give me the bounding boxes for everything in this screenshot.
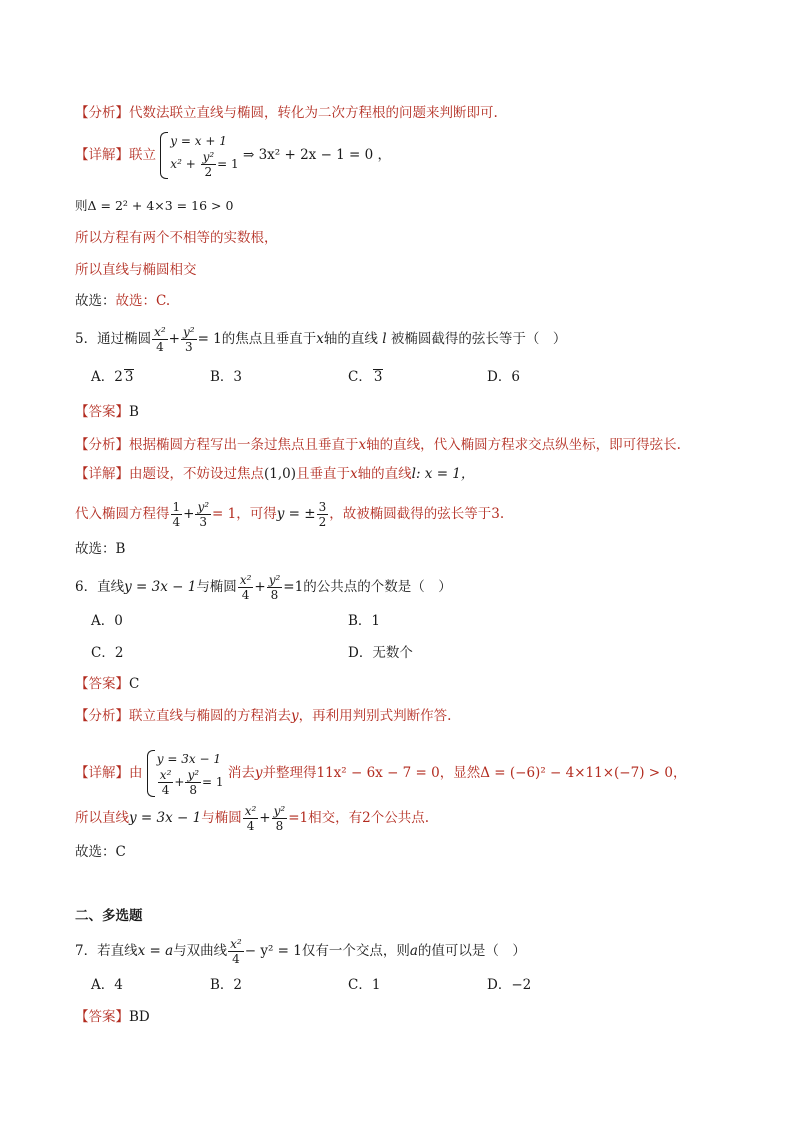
detail-lead: 联立	[129, 147, 156, 163]
analysis-line-q4	[75, 103, 498, 123]
implies-equation: ⇒ 3x² + 2x − 1 = 0 ，	[242, 147, 392, 163]
q6-conclusion: 所以直线y = 3x − 1与椭圆 $\frac{\text{x²}}{4}$ + $\frac{\text{y²}}{8}$ =1相交，有2个公共点.	[75, 804, 429, 833]
q5-stem: 5．通过椭圆 $\frac{\text{x²}}{4}$ + $\frac{\text{y²}}{3}$ = 1的焦点且垂直于x轴的直线 l 被椭圆截得的弦长等于（ ）	[75, 325, 567, 354]
q5-detail: 【详解】由题设，不妨设过焦点(1,0)且垂直于x轴的直线l: x = 1，	[75, 466, 475, 482]
q6-detail: 【详解】由 y = 3x − 1 $\frac{\text{x²}}{4}$ + $\frac{\text{y²}}{8}$ = 1 消去y并整理得11x² − 6x − 7 = 0，显然Δ = (−6)² − 4×11×(−7) > 0，	[75, 752, 687, 797]
q6-option-d: D．无数个	[348, 645, 413, 661]
q6-stem: 6．直线y = 3x − 1与椭圆 $\frac{\text{x²}}{4}$ + $\frac{\text{y²}}{8}$ =1的公共点的个数是（ ）	[75, 573, 452, 602]
q7-option-b: B．2	[210, 977, 243, 993]
delta-line: 则Δ = 2² + 4×3 = 16 > 0	[75, 198, 234, 213]
conclusion-1: 所以方程有两个不相等的实数根，	[75, 230, 278, 246]
q5-option-c: C． 3	[348, 369, 383, 385]
analysis-text: 代数法联立直线与椭圆，转化为二次方程根的问题来判断即可.	[129, 105, 498, 121]
q5-answer: 【答案】B	[75, 404, 139, 420]
equation-system-q6: y = 3x − 1 $\frac{\text{x²}}{4}$ + $\frac{\text{y²}}{8}$ = 1	[147, 750, 224, 797]
q6-analysis: 【分析】联立直线与椭圆的方程消去y，再利用判别式判断作答.	[75, 708, 452, 724]
q7-stem: 7．若直线x = a与双曲线 $\frac{\text{x²}}{4}$ − y² = 1仅有一个交点，则a的值可以是（ ）	[75, 937, 526, 966]
system-row-2: x² + $\frac{\text{y²}}{2}$ = 1	[170, 150, 239, 179]
q7-answer: 【答案】BD	[75, 1009, 150, 1025]
q5-option-a: A．2 3	[91, 369, 134, 385]
q6-option-c: C．2	[91, 645, 124, 661]
q6-choice: 故选：C	[75, 844, 126, 860]
q5-substitution: 代入椭圆方程得 $\frac{1}{4}$ + $\frac{\text{y²}}{3}$ = 1，可得y = ± $\frac{3}{2}$ ，故被椭圆截得的弦长等于3.	[75, 500, 505, 529]
detail-line-q4	[75, 132, 391, 179]
detail-tag: 【详解】	[75, 147, 129, 163]
q7-option-a: A．4	[91, 977, 123, 993]
analysis-tag: 【分析】	[75, 105, 129, 121]
equation-system	[160, 132, 238, 179]
q6-option-b: B．1	[348, 613, 381, 629]
q7-option-d: D．−2	[487, 977, 532, 993]
section-title: 二、多选题	[75, 908, 143, 924]
choice-value: 故选：C.	[115, 293, 171, 309]
q6-option-a: A．0	[91, 613, 123, 629]
q5-option-d: D．6	[487, 369, 520, 385]
q5-choice: 故选：B	[75, 541, 126, 557]
q6-answer: 【答案】C	[75, 676, 140, 692]
q7-option-c: C．1	[348, 977, 381, 993]
conclusion-2: 所以直线与椭圆相交	[75, 262, 197, 278]
brace	[160, 132, 168, 179]
q5-option-b: B．3	[210, 369, 243, 385]
system-row-1: y = x + 1	[170, 134, 227, 148]
q5-analysis: 【分析】根据椭圆方程写出一条过焦点且垂直于x轴的直线，代入椭圆方程求交点纵坐标，即可得弦长.	[75, 437, 681, 453]
choice-line-q4: 故选：故选：C.	[75, 293, 171, 309]
